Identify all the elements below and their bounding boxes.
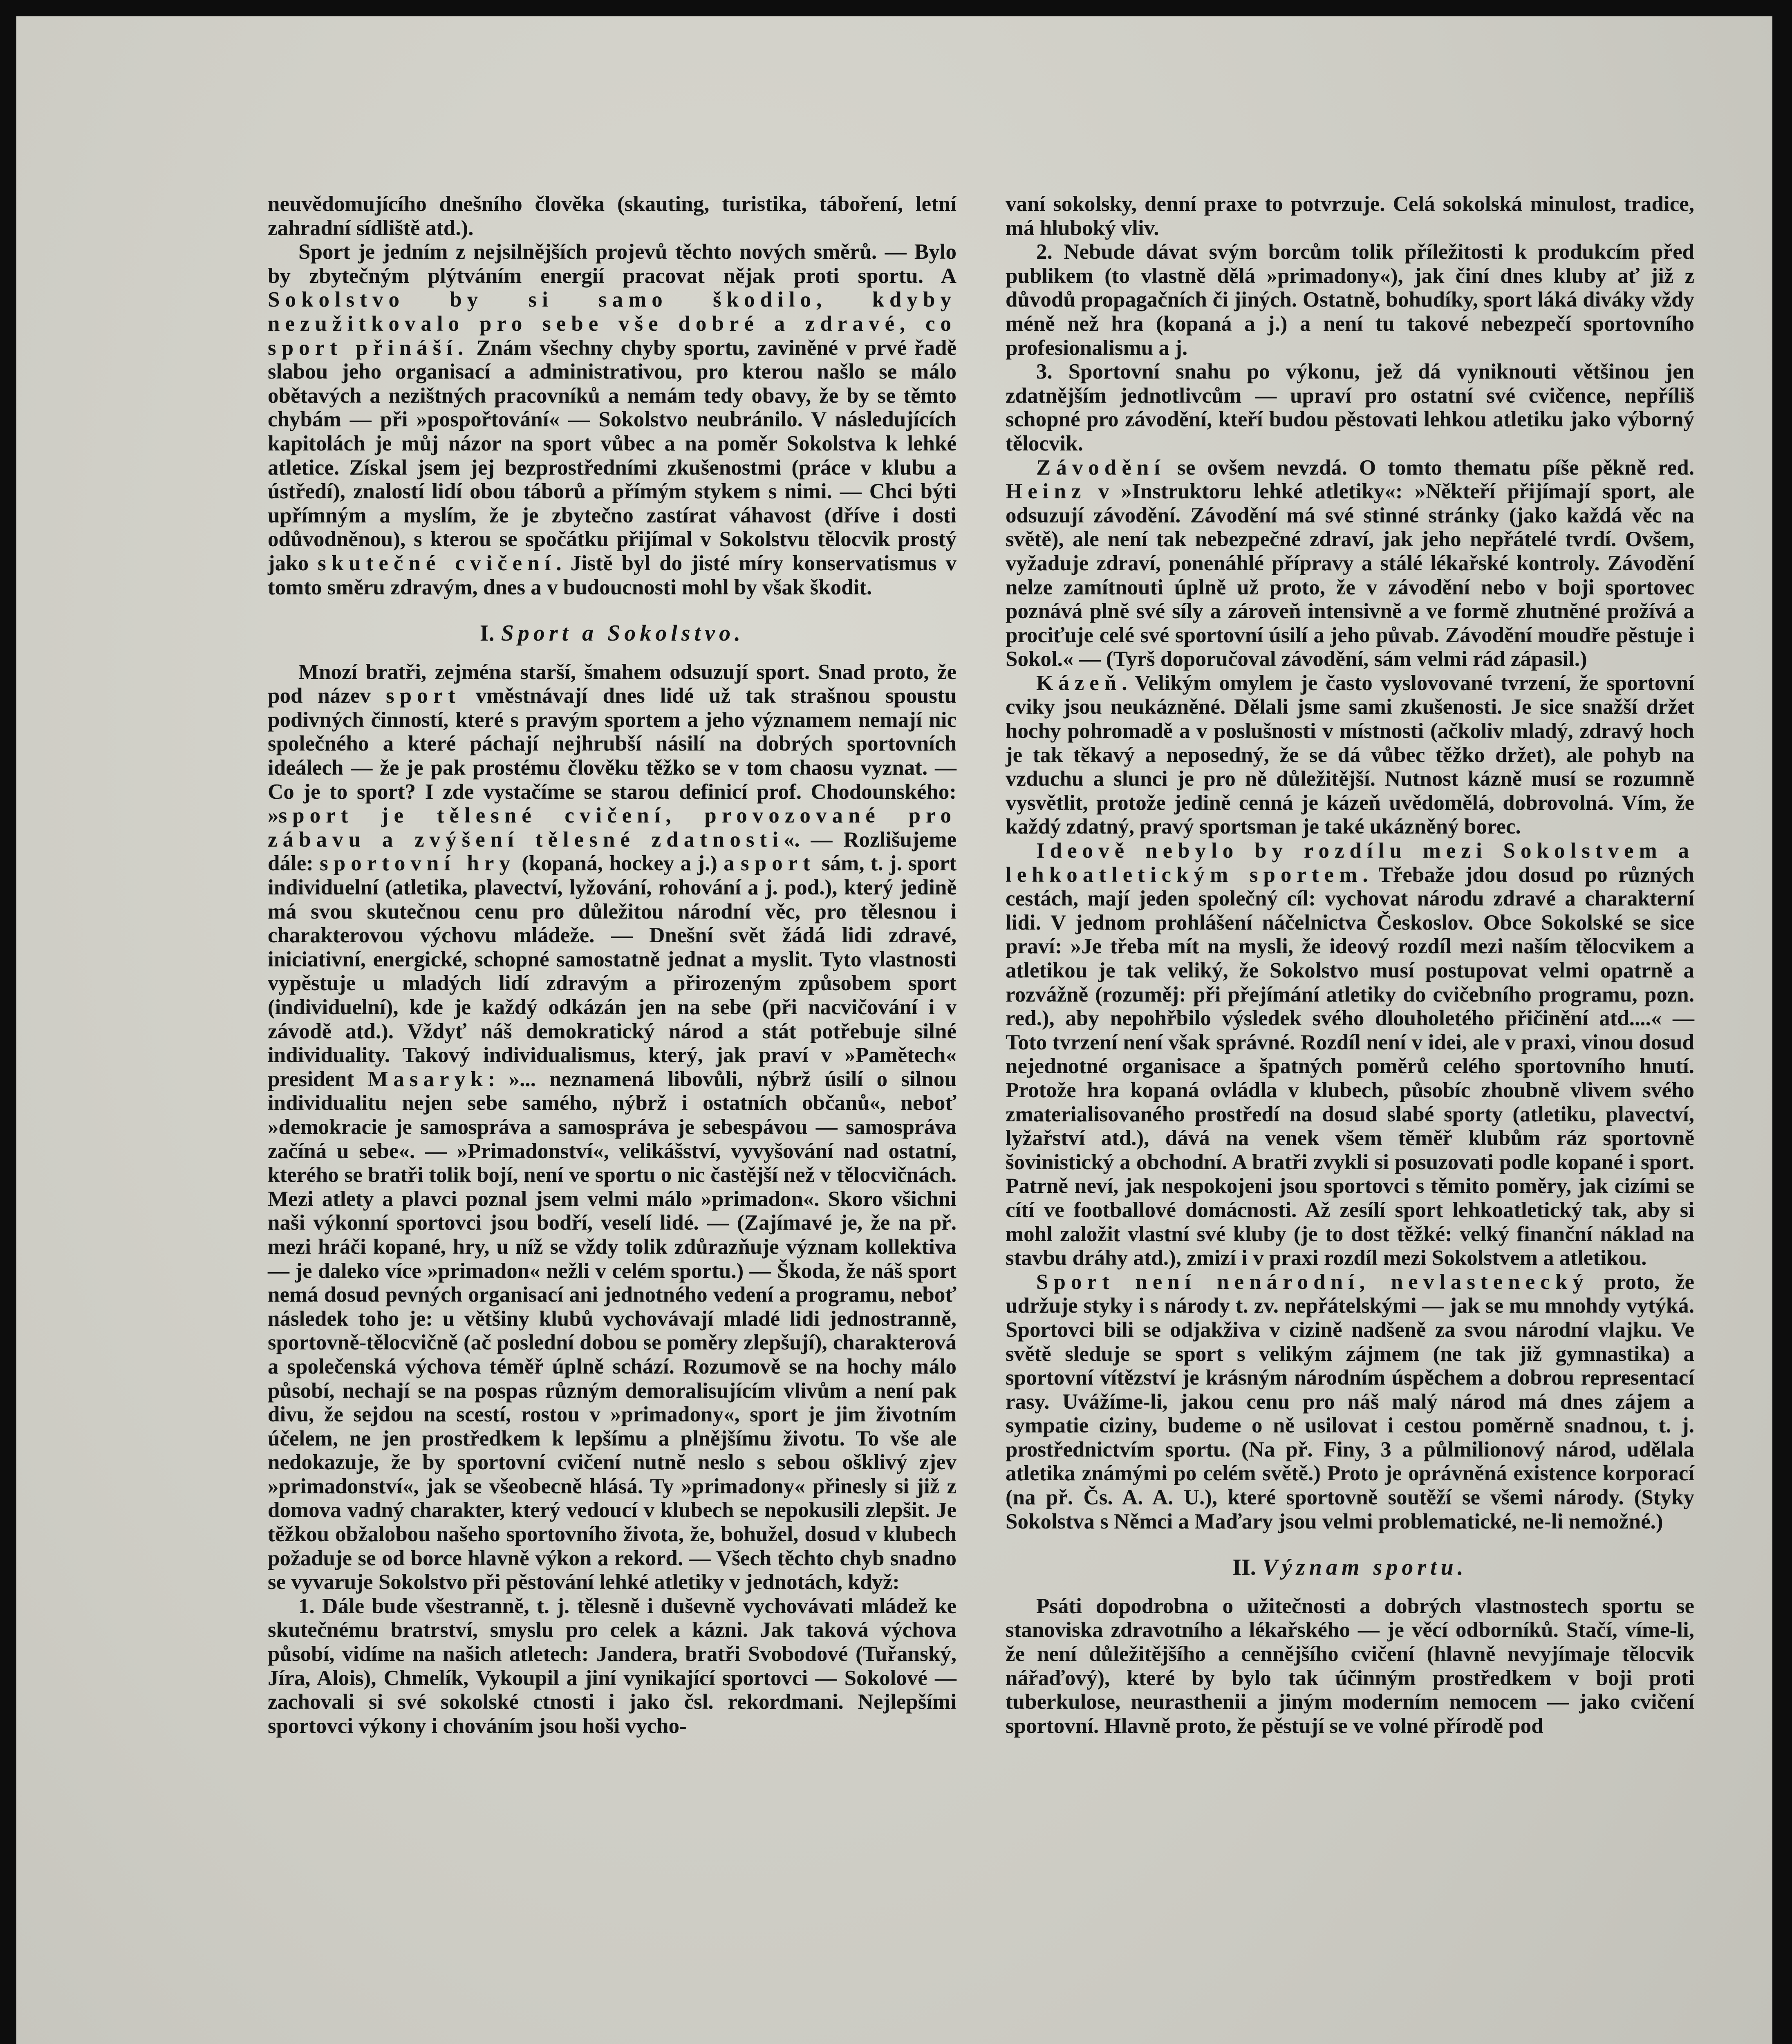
- paragraph: Sport není nenárodní, nevlastenecký proto, že udržuje styky i s národy t. zv. nepřátelskými — jak se mu mnohdy vytýká. Sportovci bili se odjakživa v cizině nadšeně za svou národní vlajku. Ve světě sleduje se sport s velikým zájmem (ne tak již gymnastika) a sportovní vítězství je krásným národním úspěchem a dobrou representací rasy. Uvážíme-li, jakou cenu pro náš malý národ má dnes zájem a sympatie ciziny, budeme o ně usilovat i cestou poměrně snadnou, t. j. prostřednictvím sportu. (Na př. Finy, 3 a půlmilionový národ, udělala atletika známými po celém světě.) Proto je oprávněná existence korporací (na př. Čs. A. A. U.), které sportovně soutěží se všemi národy. (Styky Sokolstva s Němci a Maďary jsou velmi problematické, ne-li nemožné.): [1006, 1270, 1694, 1533]
- text: neuvědomujícího dnešního člověka (skauting, turistika, táboření, letní zahradní sídliště atd.).: [268, 192, 956, 240]
- paragraph: Mnozí bratři, zejména starší, šmahem odsuzují sport. Snad proto, že pod název sport vměstnávají dnes lidé už tak strašnou spoustu podivných činností, které s pravým sportem a jeho významem nemají nic společného a které páchají nejhrubší násilí na dobrých sportovních ideálech — že je pak prostému člověku těžko se v tom chaosu vyznat. — Co je to sport? I zde vystačíme se starou definicí prof. Chodounského: »sport je tělesné cvičení, provozované pro zábavu a zvýšení tělesné zdatnosti«. — Rozlišujeme dále: sportovní hry (kopaná, hockey a j.) a sport sám, t. j. sport individuelní (atletika, plavectví, lyžování, rohování a j. pod.), který jedině má svou skutečnou cenu pro důležitou národní věc, pro tělesnou i charakterovou výchovu mládeže. — Dnešní svět žádá lidi zdravé, iniciativní, energické, schopné samostatně jednat a myslit. Tyto vlastnosti vypěstuje u mladých lidí zdravým a přirozeným způsobem sport (individuelní), kde je každý odkázán jen na sebe (při nacvičování i v závodě atd.). Vždyť náš demokratický národ a stát potřebuje silné individuality. Takový individualismus, který, jak praví v »Pamětech« president Masaryk: »... neznamená libovůli, nýbrž úsilí o silnou individualitu nejen sebe samého, nýbrž i ostatních občanů«, neboť »demokracie je samospráva a samospráva je sebespávou — samospráva začíná u sebe«. — »Primadonství«, velikášství, vyvyšování nad ostatní, kterého se bratři tolik bojí, není ve sportu o nic častější než v tělocvičnách. Mezi atlety a plavci poznal jsem velmi málo »primadon«. Skoro všichni naši výkonní sportovci jsou bodří, veselí lidé. — (Zajímavé je, že na př. mezi hráči kopané, hry, u níž se vždy tolik zdůrazňuje význam kollektiva — je daleko více »primadon« nežli v celém sportu.) — Škoda, že náš sport nemá dosud pevných organisací ani jednotného vedení a programu, neboť následek toho je: u většiny klubů vychovávají mladé lidi jednostranně, sportovně-tělocvičně (ač poslední dobou se poměry zlepšují), charakterová a společenská výchova téměř úplně schází. Rozumově se na hochy málo působí, nechají se na pospas různým demoralisujícím vlivům a není pak divu, že sejdou na scestí, rostou v »primadony«, sport je jim životním účelem, ne jen prostředkem k lepšímu a plnějšímu životu. To vše ale nedokazuje, že by sportovní cvičení nutně neslo s sebou ošklivý zjev »primadonství«, jak se všeobecně hlásá. Ty »primadony« přinesly si již z domova vadný charakter, který vedoucí v klubech se nepokusili zlepšit. Je těžkou obžalobou našeho sportovního života, že, bohužel, dosud v klubech požaduje se od borce hlavně výkon a rekord. — Všech těchto chyb snadno se vyvaruje Sokolstvo při pěstování lehké atletiky v jednotách, když:: [268, 660, 956, 1594]
- spaced-emphasis: skutečné cvičení: [318, 551, 556, 575]
- paragraph: [268, 192, 956, 240]
- left-column: [268, 192, 956, 1738]
- right-column: [1006, 192, 1694, 1738]
- spaced-emphasis: Sokolstvo by si samo škodilo, kdyby nezužitkovalo pro sebe vše dobré a zdravé, co sport přináší.: [268, 288, 956, 360]
- paragraph: 1. Dále bude všestranně, t. j. tělesně i duševně vychovávati mládež ke skutečnému bratrství, smyslu pro celek a kázni. Jak taková výchova působí, vidíme na našich atletech: Jandera, bratři Svobodové (Tuřanský, Jíra, Alois), Chmelík, Vykoupil a jiní vynikající sportovci — Sokolové — zachovali si své sokolské ctnosti i jako čsl. rekordmani. Nejlepšími sportovci výkony i chováním jsou hoši vycho-: [268, 1594, 956, 1738]
- paragraph: 2. Nebude dávat svým borcům tolik příležitosti k produkcím před publikem (to vlastně dělá »primadony«), jak činí dnes kluby ať již z důvodů propagačních či jiných. Ostatně, bohudíky, sport láká diváky vždy méně než hra (kopaná a j.) a není tu takové nebezpečí sportovního profesionalismu a j.: [1006, 240, 1694, 360]
- paragraph: Psáti dopodrobna o užitečnosti a dobrých vlastnostech sportu se stanoviska zdravotního a lékařského — je věcí odborníků. Stačí, víme-li, že není důležitějšího a cennějšího cvičení (hlavně nevyjímaje tělocvik nářaďový), které by bylo tak účinným prostředkem v boji proti tuberkulose, neurasthenii a jiným moderním nemocem — jako cvičení sportovní. Hlavně proto, že pěstují se ve volné přírodě pod: [1006, 1594, 1694, 1738]
- paragraph: vaní sokolsky, denní praxe to potvrzuje. Celá sokolská minulost, tradice, má hluboký vliv.: [1006, 192, 1694, 240]
- page-sheet: [16, 16, 1772, 2044]
- paragraph: Sport je jedním z nejsilnějších projevů těchto nových směrů. — Bylo by zbytečným plýtváním energií pracovat nějak proti sportu. A Sokolstvo by si samo škodilo, kdyby nezužitkovalo pro sebe vše dobré a zdravé, co sport přináší. Znám všechny chyby sportu, zaviněné v prvé řadě slabou jeho organisací a administrativou, pro kterou našlo se málo obětavých a nezištných pracovníků a nemám tedy obavy, že by se těmto chybám — při »pospořtování« — Sokolstvo neubránilo. V následujících kapitolách je můj názor na sport vůbec a na poměr Sokolstva k lehké atletice. Získal jsem jej bezprostředními zkušenostmi (práce v klubu a ústředí), znalostí lidí obou táborů a přímým stykem s nimi. — Chci býti upřímným a myslím, že je zbytečno zastírat váhavost (dříve i dosti odůvodněnou), s kterou se spočátku přijímal v Sokolstvu tělocvik prostý jako skutečné cvičení. Jistě byl do jisté míry konservatismus v tomto směru zdravým, dnes a v budoucnosti mohl by však škodit.: [268, 240, 956, 599]
- paragraph: 3. Sportovní snahu po výkonu, jež dá vyniknouti většinou jen zdatnějším jednotlivcům — upraví pro ostatní své cvičence, nepříliš schopné pro závodění, kteří budou pěstovati lehkou atletiku jako výborný tělocvik.: [1006, 360, 1694, 455]
- section-heading: I. Sport a Sokolstvo.: [479, 621, 745, 646]
- paragraph: Závodění se ovšem nevzdá. O tomto thematu píše pěkně red. Heinz v »Instruktoru lehké atletiky«: »Někteří přijímají sport, ale odsuzují závodění. Závodění má své stinné stránky (jako každá věc na světě), ale není tak nebezpečné zdraví, jak jeho nepřátelé tvrdí. Ovšem, vyžaduje zdraví, ponenáhlé přípravy a stálé lékařské kontroly. Závodění nelze zamítnouti úplně už proto, že v závodění nebo v boji sportovec poznává plně své síly a zároveň intensivně a ve formě zhutněné prožívá a prociťuje celé své sportovní úsilí a jeho půvab. Závodění moudře pěstuje i Sokol.« — (Tyrš doporučoval závodění, sám velmi rád zápasil.): [1006, 455, 1694, 671]
- paragraph: Kázeň. Velikým omylem je často vyslovované tvrzení, že sportovní cviky jsou neukázněné. Dělali jsme sami zkušenosti. Je sice snažší držet hochy pohromadě a v poslušnosti v místnosti (ačkoliv mladý, zdravý hoch je tak těkavý a neposedný, že se dá vůbec těžko držet), ale pohyb na vzduchu a slunci je pro ně důležitější. Nutnost kázně musí se rozumně vysvětlit, protože jedině cenná je kázeň uvědomělá, dobrovolná. Vím, že každý zdatný, pravý sportsman je také ukázněný borec.: [1006, 671, 1694, 839]
- paragraph: Ideově nebylo by rozdílu mezi Sokolstvem a lehkoatletickým sportem. Třebaže jdou dosud po různých cestách, mají jeden společný cíl: vychovat národu zdravé a charakterní lidi. V jednom prohlášení náčelnictva Českoslov. Obce Sokolské se sice praví: »Je třeba mít na mysli, že ideový rozdíl mezi naším tělocvikem a atletikou je tak veliký, že Sokolstvo musí postupovat velmi opatrně a rozvážně (rozuměj: při přejímání atletiky do cvičebního programu, pozn. red.), aby nepohřbilo výsledek svého dlouholetého přičinění atd....« — Toto tvrzení není však správné. Rozdíl není v idei, ale v praxi, vinou dosud nejednotné organisace a špatných poměrů celého sportovního hnutí. Protože hra kopaná ovládla v klubech, působíc zhoubně vlivem svého zmaterialisovaného prostředí na dosud slabé sporty (atletiku, plavectví, lyžařství atd.), dává na venek všem těměř klubům ráz sportovně šovinistický a obchodní. A bratři zvykli si posuzovati podle kopané i sport. Patrně neví, jak nespokojeni jsou sportovci s těmito poměry, jak cizími se cítí ve footballové domácnosti. Až zesílí sport lehkoatletický tak, aby si mohl založit vlastní své kluby (je to dost těžké: velký finanční náklad na stavbu dráhy atd.), zmizí i v praxi rozdíl mezi Sokolstvem a atletikou.: [1006, 839, 1694, 1270]
- section-heading: II. Význam sportu.: [1232, 1555, 1467, 1580]
